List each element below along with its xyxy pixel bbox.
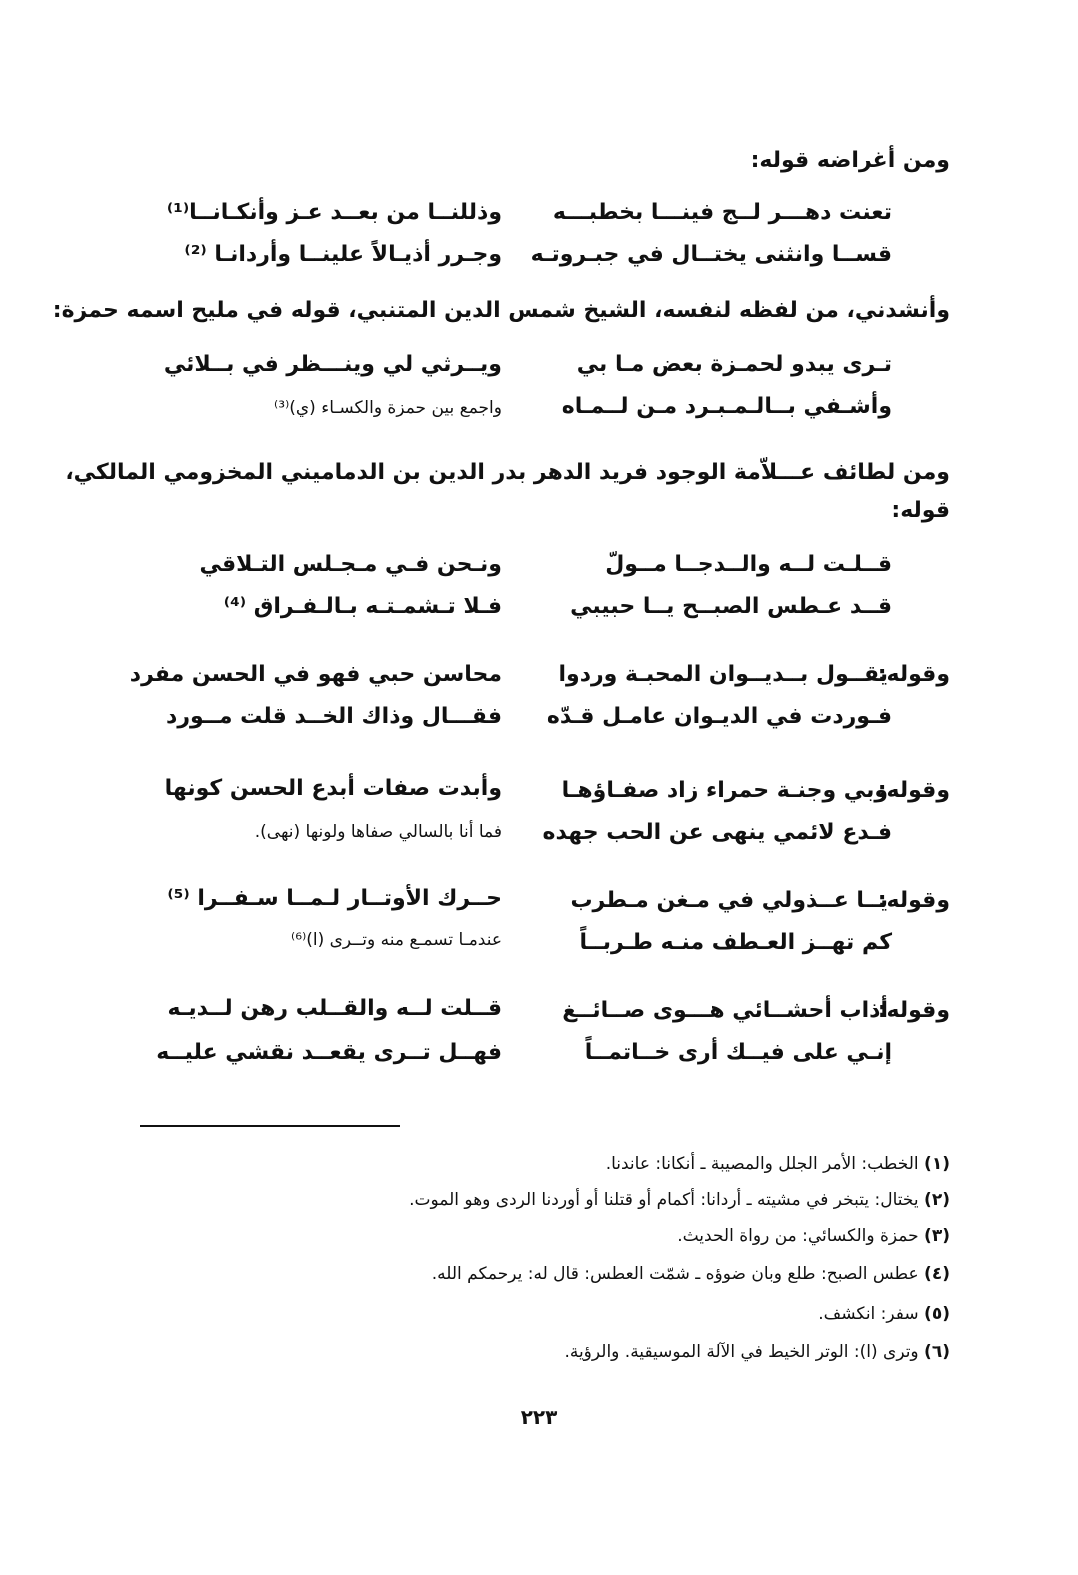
poem2-verse1-second: ويــرثي لي وينـــظر في بــلائي (163, 352, 502, 377)
poem2-verse2-first: وأشـفي بــالـمـبـرد مـن لــمـاه (561, 394, 892, 419)
intro-line: ومن أغراضه قوله: (750, 148, 950, 173)
poem1-verse2-second: وجـرر أذيـالاً علينــا وأردانـا ⁽²⁾ (184, 242, 502, 267)
poem4-lead: وقوله: (877, 662, 950, 687)
poem1-verse1-first: تعنت دهـــر لــج فينـــا بخطبـــه (552, 200, 892, 225)
footnote-1 (606, 1154, 950, 1174)
footnote-6 (564, 1342, 950, 1362)
footnote-number: (١) (924, 1154, 950, 1174)
poem6-verse1-second: حــرك الأوتــار لـمــا سـفــرا ⁽⁵⁾ (167, 886, 502, 911)
poem3-verse1-second: ونـحن فـي مـجـلس التـلاقي (199, 552, 502, 577)
footnote-2 (409, 1190, 950, 1210)
poem4-verse2-first: فـوردت في الديـوان عامـل قـدّه (546, 704, 892, 729)
poem5-lead: وقوله: (877, 778, 950, 803)
footnote-text: الخطب: الأمر الجلل والمصيبة ـ أنكانا: عاندنا. (605, 1154, 919, 1174)
footnote-5 (818, 1304, 950, 1324)
poem3-verse2-second: فـلا تـشمـتـه بـالـفـراق ⁽⁴⁾ (223, 594, 502, 619)
footnote-number: (٣) (924, 1226, 950, 1246)
footnote-number: (٥) (924, 1304, 950, 1324)
poem7-verse1-second: قــلت لــه والقــلب رهن لــديـه (167, 996, 502, 1021)
poem6-lead: وقوله: (877, 888, 950, 913)
footnote-text: وترى (ا): الوتر الخيط في الآلة الموسيقية. والرؤية. (564, 1342, 919, 1362)
poem6-verse2-first: كم تهــز العـطف منـه طـربــاً (579, 930, 892, 955)
poem5-verse2-second: فما أنا بالسالي صفاها ولونها (نهى). (254, 822, 502, 842)
footnote-text: عطس الصبح: طلع وبان ضوؤه ـ شمّت العطس: قال له: يرحمكم الله. (431, 1264, 919, 1284)
poem2-verse1-first: تـرى يبدو لحمـزة بعض مـا بي (576, 352, 892, 377)
poem4-verse1-first: يقــول بــديــوان المحبـة وردوا (558, 662, 888, 687)
poem4-verse2-second: فقـــال وذاك الخــد قلت مــورد (166, 704, 502, 729)
footnote-number: (٦) (924, 1342, 950, 1362)
poem6-verse2-second: عندمـا تسمـع منه وتــرى (ا)⁽⁶⁾ (291, 930, 502, 950)
poem5-verse2-first: فـدع لائمي ينهى عن الحب جهده (542, 820, 892, 845)
poem7-verse2-first: إنـي على فيــك أرى خــاتمــاً (584, 1040, 892, 1065)
footnote-text: يختال: يتبخر في مشيته ـ أردانا: أكمام أو قتلنا أو أوردنا الردى وهو الموت. (409, 1190, 919, 1210)
footnote-text: حمزة والكسائي: من رواة الحديث. (677, 1226, 919, 1246)
poem5-verse1-second: وأبدت صفات أبدع الحسن كونها (164, 776, 502, 801)
poem4-verse1-second: محاسن حبي فهو في الحسن مفرد (129, 662, 502, 687)
footnote-3 (677, 1226, 950, 1246)
page-number: ٢٢٣ (520, 1405, 558, 1429)
paragraph-2: وأنشدني، من لفظه لنفسه، الشيخ شمس الدين المتنبي، قوله في مليح اسمه حمزة: (52, 298, 950, 323)
footnote-4 (432, 1264, 950, 1284)
poem2-verse2-second: واجمع بين حمزة والكسـاء (ي)⁽³⁾ (274, 398, 502, 418)
poem1-verse2-first: قســا وانثنى يختــال في جبـروتـه (530, 242, 892, 267)
poem1-verse1-second: وذللنــا من بعــد عـز وأنكـانــا⁽¹⁾ (166, 200, 502, 225)
paragraph-3-line2: قوله: (891, 498, 950, 523)
footnote-number: (٢) (924, 1190, 950, 1210)
paragraph-3-line1: ومن لطائف عـــلاّمة الوجود فريد الدهر بدر الدين بن الدماميني المخزومي المالكي، (65, 460, 950, 485)
poem3-verse1-first: قــلـت لــه والــدجــا مــولّ (605, 552, 892, 577)
poem3-verse2-first: قــد عـطس الصبــح يــا حبيبي (570, 594, 892, 619)
poem7-verse2-second: فهــل تــرى يقعــد نقشي عليــه (156, 1040, 502, 1065)
footnote-divider (140, 1125, 400, 1127)
poem6-verse1-first: يــا عــذولي في مـغن مـطرب (570, 888, 888, 913)
poem7-lead: وقوله: (877, 998, 950, 1023)
poem5-verse1-first: وبي وجنـة حمراء زاد صفـاؤهـا (561, 778, 888, 803)
poem7-verse1-first: أذاب أحشــائي هـــوى صــائــغ (562, 998, 888, 1023)
footnote-text: سفر: انكشف. (818, 1304, 919, 1324)
footnote-number: (٤) (924, 1264, 950, 1284)
